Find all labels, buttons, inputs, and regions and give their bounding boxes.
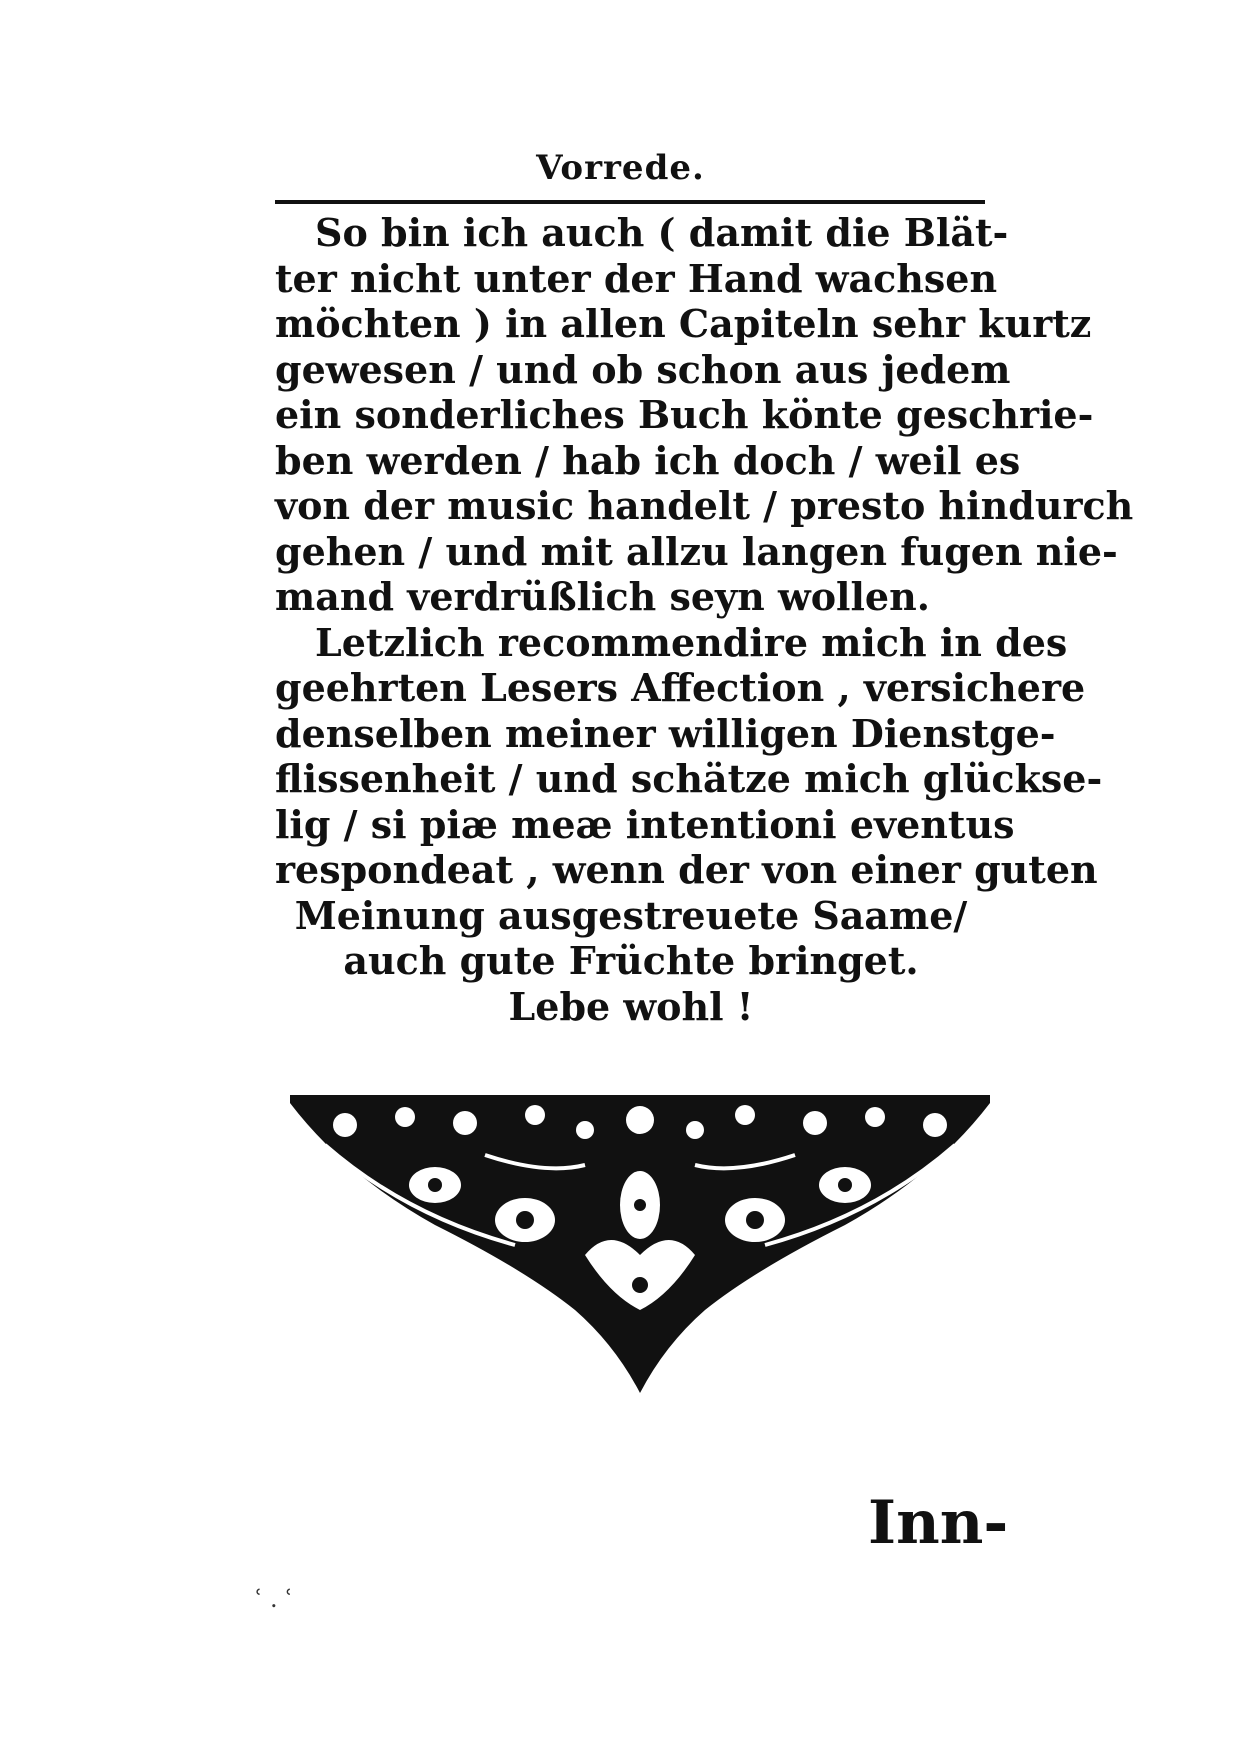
floral-ornament bbox=[285, 1095, 995, 1395]
closing-line: Lebe wohl ! bbox=[508, 983, 754, 1029]
closing-line: auch gute Früchte bringet. bbox=[343, 938, 919, 983]
text-line: lig / si piæ meæ intentioni eventus bbox=[275, 801, 1015, 847]
text-line: von der music handelt / presto hindurch bbox=[275, 483, 1134, 528]
text-line: denselben meiner willigen Dienstge- bbox=[275, 710, 1056, 756]
header-rule bbox=[275, 200, 985, 204]
catchword: Inn- bbox=[868, 1488, 1009, 1558]
text-line: geehrten Lesers Affection , versichere bbox=[275, 665, 1086, 710]
text-line: ein sonderliches Buch könte geschrie- bbox=[275, 392, 1094, 437]
text-line: mand verdrüßlich seyn wollen. bbox=[275, 574, 930, 619]
margin-mark: ʿ . ʿ bbox=[255, 1585, 293, 1613]
body-text bbox=[275, 210, 1134, 1029]
text-line: ter nicht unter der Hand wachsen bbox=[275, 255, 998, 301]
text-line: ben werden / hab ich doch / weil es bbox=[275, 437, 1021, 483]
text-line: flissenheit / und schätze mich glückse- bbox=[275, 756, 1103, 801]
text-line: So bin ich auch ( damit die Blät- bbox=[315, 210, 1009, 255]
text-line: möchten ) in allen Capiteln sehr kurtz bbox=[275, 301, 1092, 346]
running-title: Vorrede. bbox=[536, 148, 705, 188]
text-line: gewesen / und ob schon aus jedem bbox=[275, 346, 1011, 392]
text-line: gehen / und mit allzu langen fugen nie- bbox=[275, 528, 1118, 574]
text-line: Letzlich recommendire mich in des bbox=[315, 619, 1068, 665]
text-line: respondeat , wenn der von einer guten bbox=[275, 847, 1098, 892]
closing-line: Meinung ausgestreuete Saame/ bbox=[294, 892, 968, 938]
